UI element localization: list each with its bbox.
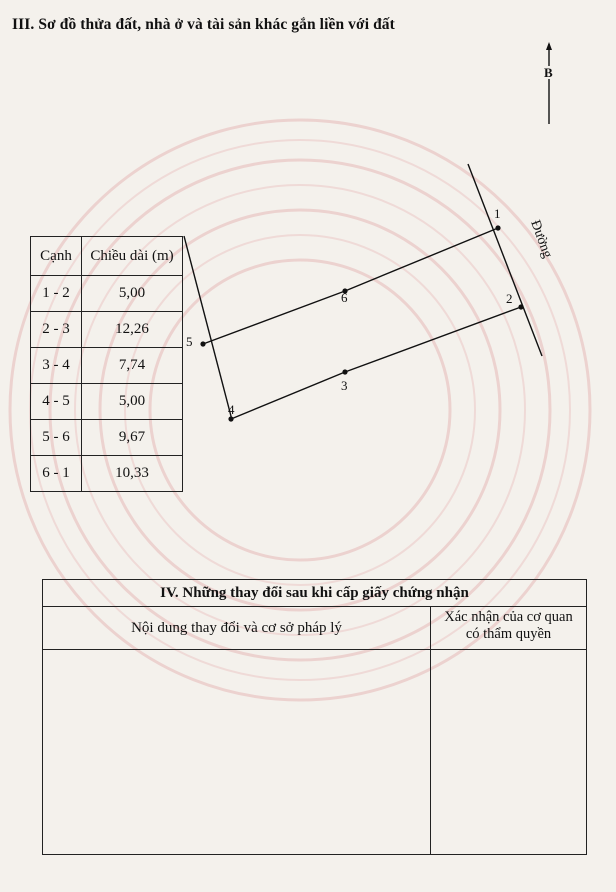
length-cell: 5,00 xyxy=(82,384,183,420)
vertex-2-marker xyxy=(518,304,523,309)
edge-cell: 4 - 5 xyxy=(31,384,82,420)
vertex-label-6: 6 xyxy=(341,290,348,305)
length-cell: 9,67 xyxy=(82,420,183,456)
changes-section xyxy=(42,579,587,855)
edge-5-6 xyxy=(203,291,345,344)
edge-cell: 1 - 2 xyxy=(31,276,82,312)
edge-cell: 2 - 3 xyxy=(31,312,82,348)
vertex-label-4: 4 xyxy=(228,402,235,417)
vertex-label-1: 1 xyxy=(494,206,501,221)
edge-2-3 xyxy=(345,307,521,372)
edge-header: Cạnh xyxy=(31,237,82,276)
left-extension-line xyxy=(184,236,232,420)
authority-header-line-1: Xác nhận của cơ quan xyxy=(444,609,573,625)
changes-header-row xyxy=(43,607,586,650)
length-cell: 5,00 xyxy=(82,276,183,312)
vertex-4-marker xyxy=(228,416,233,421)
authority-confirmation-header xyxy=(431,607,586,649)
north-label: B xyxy=(544,65,553,80)
authority-header-line-2: có thẩm quyền xyxy=(465,626,552,642)
road-label: Đường xyxy=(527,218,555,261)
vertex-label-3: 3 xyxy=(341,378,348,393)
change-content-cell xyxy=(43,650,431,854)
vertex-1-marker xyxy=(495,225,500,230)
section-3-title: III. Sơ đồ thửa đất, nhà ở và tài sản khác gắn liền với đất xyxy=(12,16,395,33)
change-content-header: Nội dung thay đổi và cơ sở pháp lý xyxy=(43,607,431,649)
section-4-title: IV. Những thay đổi sau khi cấp giấy chứng nhận xyxy=(43,580,586,607)
edge-cell: 5 - 6 xyxy=(31,420,82,456)
length-cell: 10,33 xyxy=(82,456,183,492)
length-cell: 7,74 xyxy=(82,348,183,384)
edge-cell: 6 - 1 xyxy=(31,456,82,492)
length-cell: 12,26 xyxy=(82,312,183,348)
edge-cell: 3 - 4 xyxy=(31,348,82,384)
authority-confirmation-cell xyxy=(431,650,586,854)
vertex-3-marker xyxy=(342,369,347,374)
vertex-5-marker xyxy=(200,341,205,346)
edge-6-1 xyxy=(345,228,498,291)
length-header: Chiều dài (m) xyxy=(82,237,183,276)
vertex-label-5: 5 xyxy=(186,334,193,349)
road-line xyxy=(468,164,542,356)
edge-3-4 xyxy=(231,372,345,419)
changes-body-row xyxy=(43,650,586,854)
vertex-label-2: 2 xyxy=(506,291,513,306)
